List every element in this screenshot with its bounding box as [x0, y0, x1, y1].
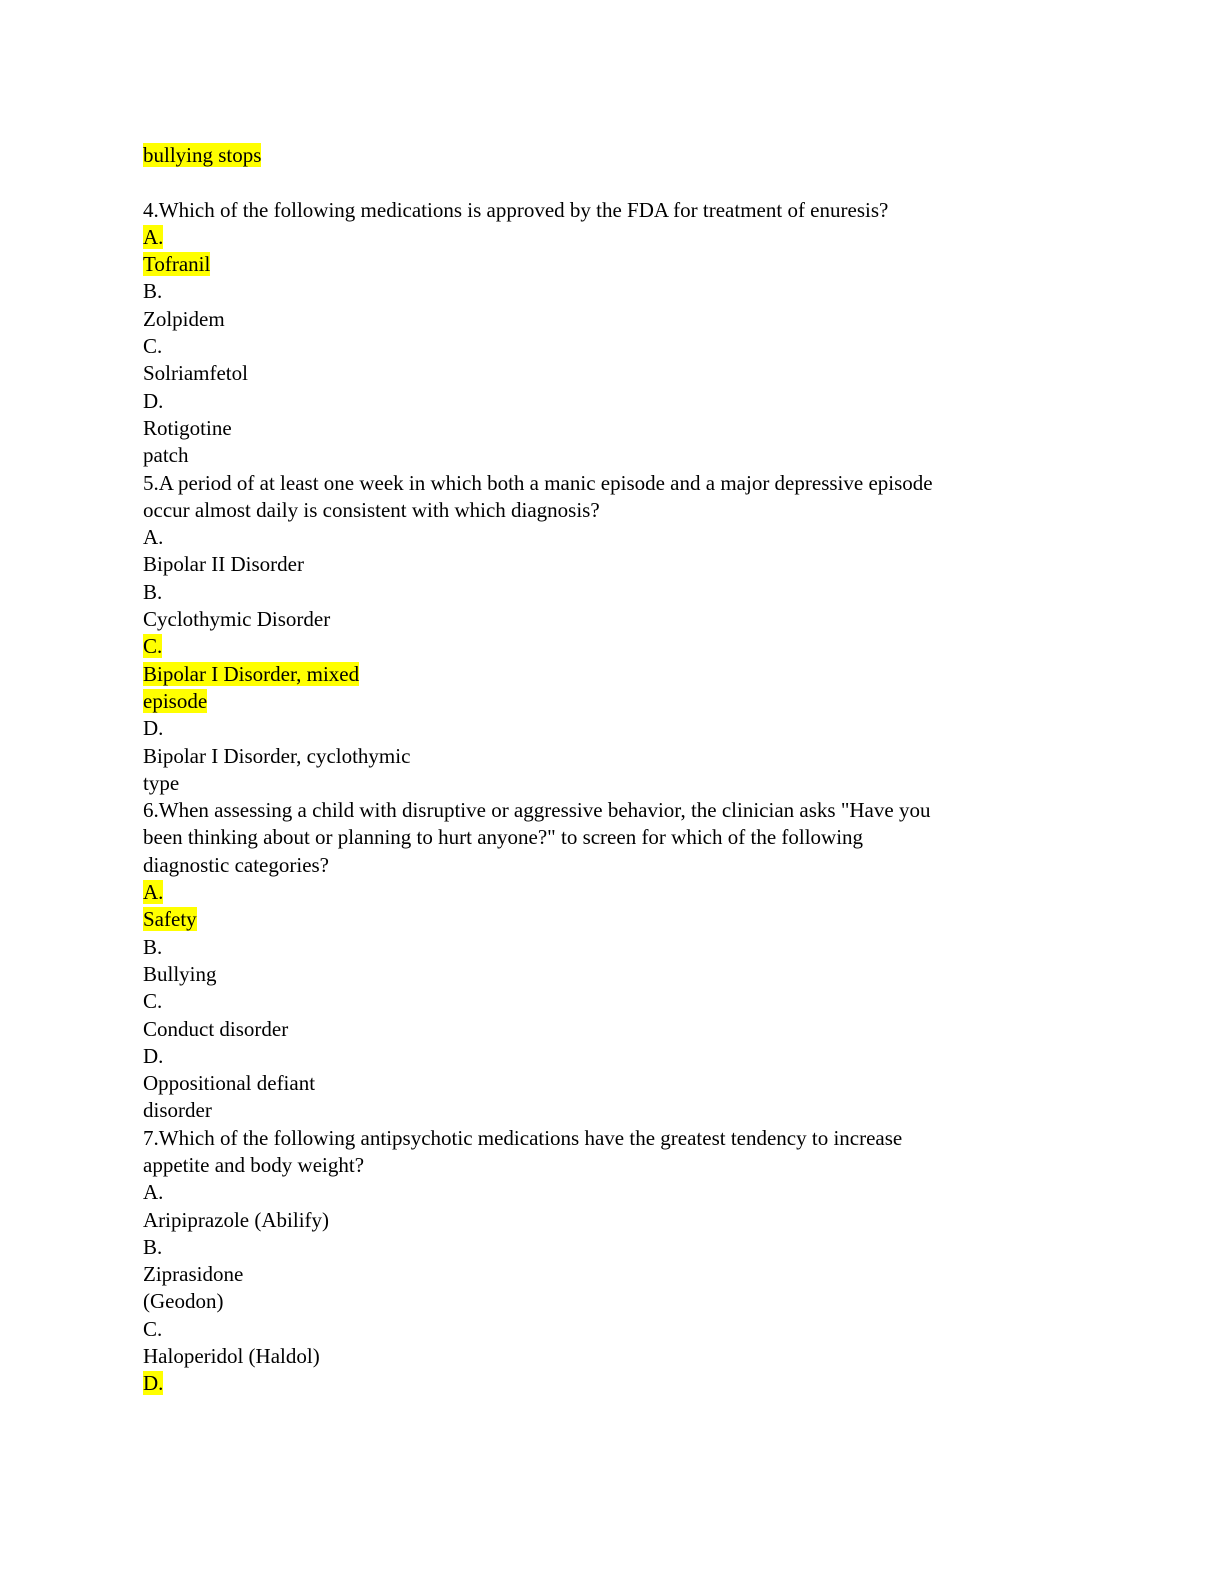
option-text-line [143, 1097, 1063, 1124]
document-page [143, 142, 1063, 1398]
option-letter: D. [143, 388, 164, 413]
paragraph-gap [143, 169, 1063, 196]
option-letter: B. [143, 934, 163, 959]
option-letter-line [143, 224, 1063, 251]
correct-option-text: Tofranil [143, 252, 211, 277]
question-list [143, 197, 1063, 1398]
option-text-line [143, 743, 1063, 770]
option-text: disorder [143, 1098, 212, 1123]
option-text: Aripiprazole (Abilify) [143, 1207, 330, 1232]
correct-option-text: Safety [143, 907, 197, 932]
option-letter-line [143, 1043, 1063, 1070]
question-block [143, 1125, 1063, 1398]
option-letter: B. [143, 579, 163, 604]
correct-option-letter: A. [143, 880, 164, 905]
question-block [143, 797, 1063, 1125]
option-letter: C. [143, 1316, 163, 1341]
top-fragment-line [143, 142, 1063, 169]
option-text-line [143, 688, 1063, 715]
option-letter: A. [143, 525, 164, 550]
option-letter-line [143, 579, 1063, 606]
option-text: Oppositional defiant [143, 1071, 316, 1096]
option-text-line [143, 661, 1063, 688]
option-text-line [143, 251, 1063, 278]
option-letter-line [143, 934, 1063, 961]
option-text-line [143, 551, 1063, 578]
option-letter-line [143, 388, 1063, 415]
option-text-line [143, 1207, 1063, 1234]
option-letter: D. [143, 716, 164, 741]
option-letter-line [143, 988, 1063, 1015]
option-text-line [143, 415, 1063, 442]
option-letter-line [143, 524, 1063, 551]
option-text: Bipolar II Disorder [143, 552, 304, 577]
option-letter: B. [143, 1234, 163, 1259]
option-text: (Geodon) [143, 1289, 224, 1314]
option-letter-line [143, 333, 1063, 360]
option-text-line [143, 306, 1063, 333]
option-text-line [143, 1343, 1063, 1370]
option-letter-line [143, 1179, 1063, 1206]
question-stem-line: 4.Which of the following medications is approved by the FDA for treatment of enuresis? [143, 197, 889, 222]
question-stem-line: 6.When assessing a child with disruptive or aggressive behavior, the clinician asks "Have you [143, 798, 931, 823]
option-text-line [143, 906, 1063, 933]
option-text-line [143, 442, 1063, 469]
option-text: Cyclothymic Disorder [143, 607, 331, 632]
question-stem-line: been thinking about or planning to hurt anyone?" to screen for which of the following [143, 825, 864, 850]
option-letter-line [143, 1316, 1063, 1343]
option-text: Rotigotine [143, 415, 232, 440]
option-letter: C. [143, 334, 163, 359]
option-letter-line [143, 715, 1063, 742]
option-text-line [143, 770, 1063, 797]
option-letter: D. [143, 1043, 164, 1068]
option-text: Conduct disorder [143, 1016, 289, 1041]
option-text: Bipolar I Disorder, cyclothymic [143, 743, 411, 768]
option-letter: A. [143, 1180, 164, 1205]
option-letter: B. [143, 279, 163, 304]
option-text: patch [143, 443, 189, 468]
question-stem-line: appetite and body weight? [143, 1152, 365, 1177]
option-letter-line [143, 879, 1063, 906]
option-text: Ziprasidone [143, 1262, 244, 1287]
option-letter: C. [143, 989, 163, 1014]
option-text-line [143, 961, 1063, 988]
question-block [143, 470, 1063, 798]
option-letter-line [143, 278, 1063, 305]
correct-option-letter: A. [143, 224, 164, 249]
correct-option-letter: D. [143, 1371, 164, 1396]
question-stem-line: occur almost daily is consistent with which diagnosis? [143, 497, 600, 522]
question-block [143, 197, 1063, 470]
question-stem-line: diagnostic categories? [143, 852, 330, 877]
option-text: type [143, 770, 180, 795]
question-stem-line: 5.A period of at least one week in which both a manic episode and a major depressive episode [143, 470, 933, 495]
option-text: Bullying [143, 961, 217, 986]
correct-option-letter: C. [143, 634, 163, 659]
question-stem-line: 7.Which of the following antipsychotic medications have the greatest tendency to increase [143, 1125, 903, 1150]
highlighted-answer-text: bullying stops [143, 143, 262, 167]
option-text: Haloperidol (Haldol) [143, 1344, 320, 1369]
option-letter-line [143, 1234, 1063, 1261]
option-letter-line [143, 633, 1063, 660]
option-text: Solriamfetol [143, 361, 248, 386]
option-text-line [143, 1016, 1063, 1043]
correct-option-text: episode [143, 688, 208, 713]
option-text-line [143, 1261, 1063, 1288]
option-text-line [143, 360, 1063, 387]
option-text-line [143, 1070, 1063, 1097]
option-letter-line [143, 1370, 1063, 1397]
option-text-line [143, 1288, 1063, 1315]
option-text: Zolpidem [143, 306, 225, 331]
correct-option-text: Bipolar I Disorder, mixed [143, 661, 360, 686]
option-text-line [143, 606, 1063, 633]
